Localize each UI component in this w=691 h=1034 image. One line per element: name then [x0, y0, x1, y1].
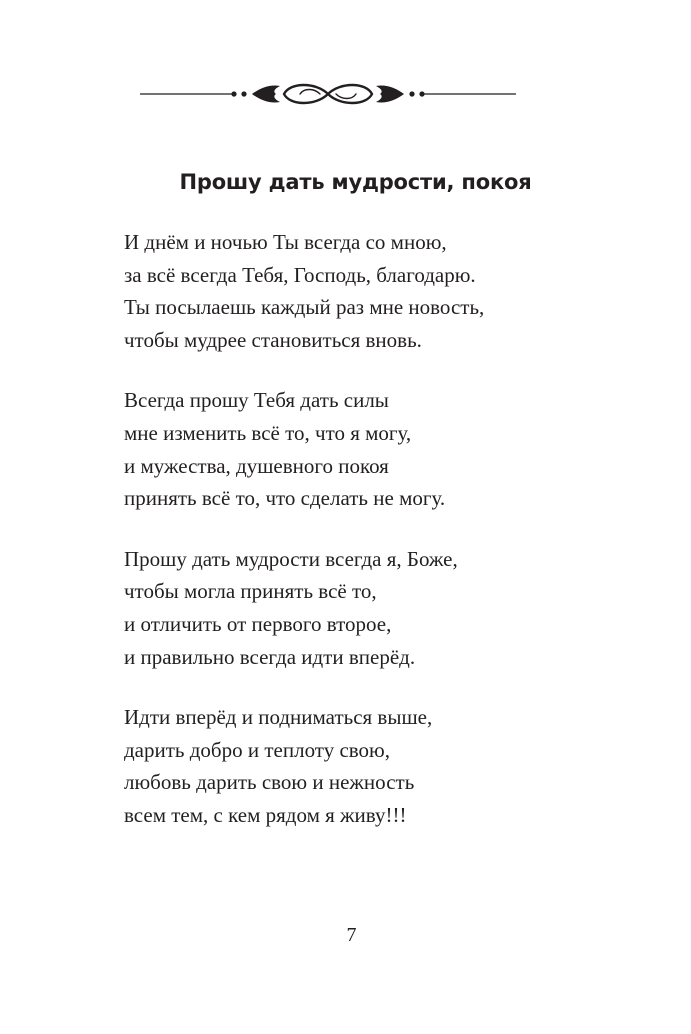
poem-body	[124, 226, 624, 860]
poem-line: дарить добро и теплоту свою,	[124, 737, 390, 762]
poem-line: чтобы могла принять всё то,	[124, 579, 377, 604]
poem-line: за всё всегда Тебя, Господь, благодарю.	[124, 262, 476, 287]
poem-line: Ты посылаешь каждый раз мне новость,	[124, 295, 485, 320]
stanza	[124, 543, 624, 673]
page-number: 7	[346, 924, 357, 946]
poem-line: Идти вперёд и подниматься выше,	[124, 705, 433, 730]
stanza	[124, 701, 624, 831]
poem-line: мне изменить всё то, что я могу,	[124, 420, 412, 445]
poem-line: Прошу дать мудрости всегда я, Боже,	[124, 546, 458, 571]
poem-line: И днём и ночью Ты всегда со мною,	[124, 230, 447, 254]
poem-title: Прошу дать мудрости, покоя	[179, 170, 532, 194]
poem-line: всем тем, с кем рядом я живу!!!	[124, 802, 407, 827]
poem-line: любовь дарить свою и нежность	[124, 770, 415, 795]
poem-line: принять всё то, что сделать не могу.	[124, 486, 446, 511]
poem-line: и отличить от первого второе,	[124, 611, 392, 636]
poem-line: и правильно всегда идти вперёд.	[124, 644, 416, 669]
poem-line: Всегда прошу Тебя дать силы	[124, 388, 389, 413]
ornament-divider-icon	[140, 74, 516, 114]
stanza	[124, 226, 624, 356]
poem-line: чтобы мудрее становиться вновь.	[124, 327, 422, 352]
poem-line: и мужества, душевного покоя	[124, 453, 389, 478]
stanza	[124, 384, 624, 514]
